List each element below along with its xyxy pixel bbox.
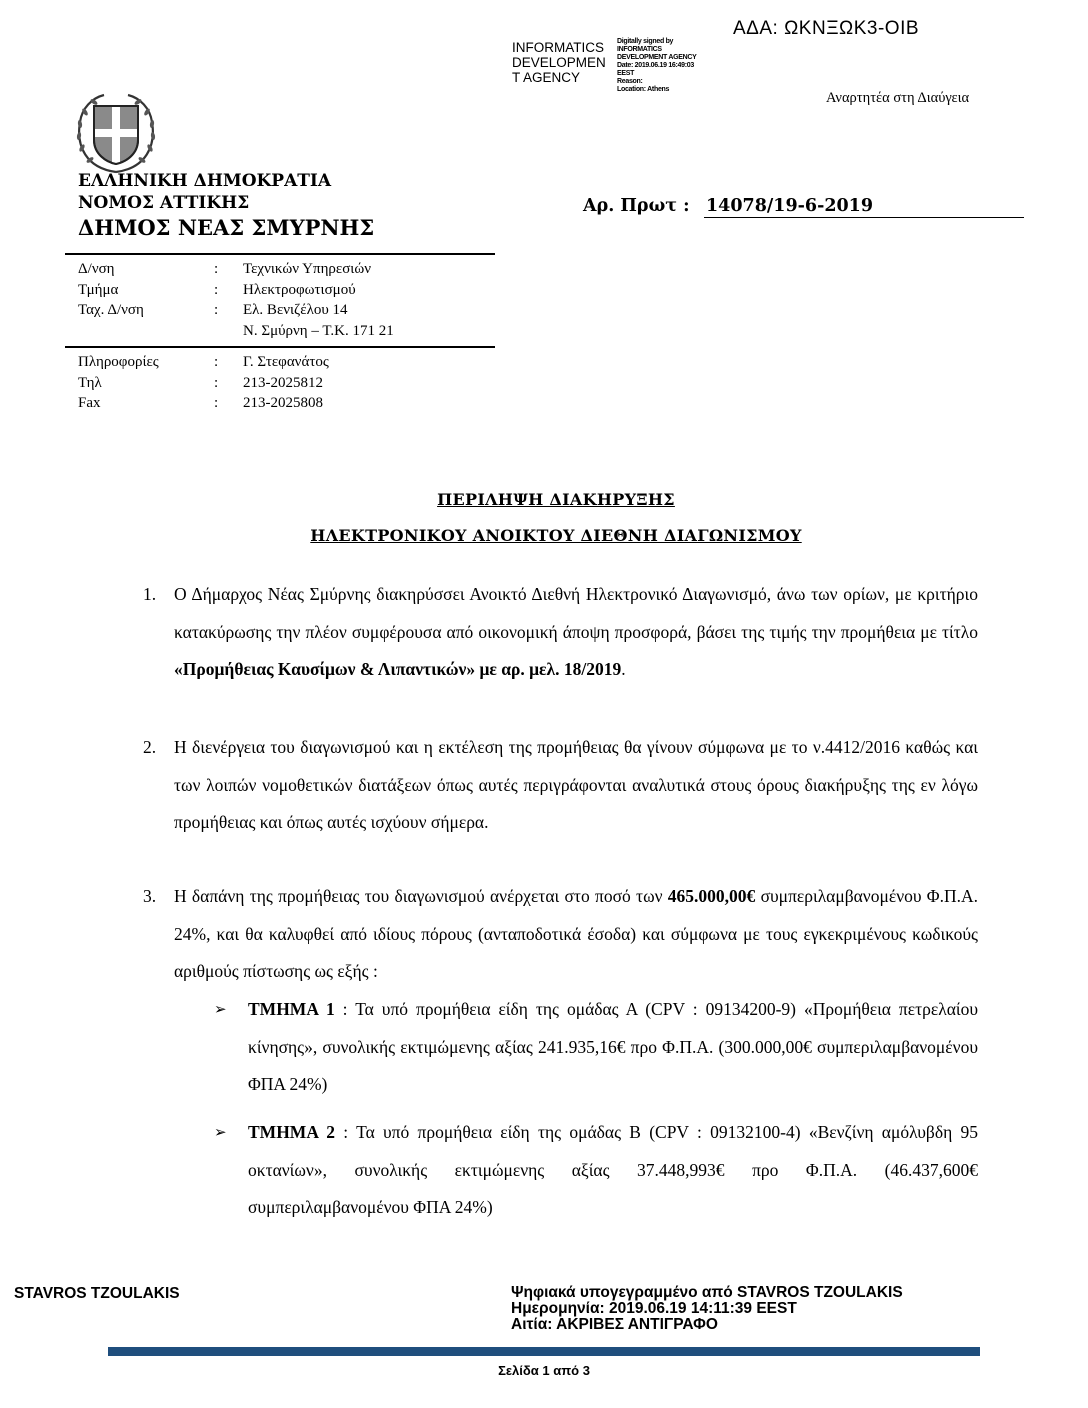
info-value: Ηλεκτροφωτισμού — [243, 281, 356, 298]
paragraph-text-run: Η δαπάνη της προμήθειας του διαγωνισμού ανέρχεται στο ποσό των — [174, 886, 668, 906]
info-label: Ταχ. Δ/νση — [78, 302, 144, 318]
info-value: Τεχνικών Υπηρεσιών — [243, 261, 371, 277]
document-subtitle: ΗΛΕΚΤΡΟΝΙΚΟΥ ΑΝΟΙΚΤΟΥ ΔΙΕΘΝΗ ΔΙΑΓΩΝΙΣΜΟΥ — [310, 526, 802, 545]
paragraph-text-run: . — [621, 659, 626, 679]
protocol-label: Αρ. Πρωτ : — [583, 196, 690, 216]
info-label: Δ/νση — [78, 261, 115, 277]
total-amount: 465.000,00€ — [667, 886, 756, 906]
issuer-header — [78, 170, 374, 242]
header-divider — [65, 346, 495, 348]
info-separator: : — [214, 281, 219, 298]
info-label: Πληροφορίες — [78, 354, 159, 370]
digital-signature-stamp — [617, 38, 697, 94]
paragraph-text — [174, 729, 978, 842]
info-label: Fax — [78, 395, 101, 411]
signature-line: Location: Athens — [617, 86, 670, 93]
lot-description: : Τα υπό προμήθεια είδη της ομάδας Α (CPV : 09134200-9) «Προμήθεια πετρελαίου κίνησης», συνολικής εκτιμώμενης αξίας 241.935,16€ προ Φ.Π.Α. (300.000,00€ συμπεριλαμβανομένου ΦΠΑ 24%) — [248, 999, 978, 1094]
protocol-underline — [704, 217, 1024, 218]
info-value: 213-2025812 — [243, 374, 323, 391]
info-value: Ελ. Βενιζέλου 14 — [243, 302, 348, 318]
posting-note: Αναρτητέα στη Διαύγεια — [826, 90, 970, 106]
lot-label: ΤΜΗΜΑ 1 — [248, 999, 335, 1019]
country-title: ΕΛΛΗΝΙΚΗ ΔΗΜΟΚΡΑΤΙΑ — [78, 171, 332, 191]
municipality-title: ΔΗΜΟΣ ΝΕΑΣ ΣΜΥΡΝΗΣ — [78, 215, 375, 240]
agency-line: INFORMATICS — [512, 40, 604, 55]
paragraph-number: 1. — [143, 584, 157, 604]
page-indicator: Σελίδα 1 από 3 — [498, 1363, 590, 1378]
info-separator: : — [214, 302, 219, 318]
tender-title: «Προμήθειας Καυσίμων & Λιπαντικών» με αρ. μελ. 18/2019 — [174, 659, 622, 679]
paragraph-text-run: Η διενέργεια του διαγωνισμού και η εκτέλεση της προμήθειας θα γίνουν σύμφωνα με το ν.4412/2016 καθώς και των λοιπών νομοθετικών διατάξεων όπως αυτές περιγράφονται αναλυτικά στους όρους διακήρυξης της εν λόγω προμήθειας και όπως αυτές ισχύουν σήμερα. — [174, 737, 978, 832]
paragraph-text-run: συμπεριλαμβανομένου Φ.Π.Α. 24%, και θα καλυφθεί από ιδίους πόρους (ανταποδοτικά έσοδα) και σύμφωνα με τους εγκεκριμένους κωδικούς αριθμούς πίστωσης ως εξής : — [174, 886, 978, 981]
arrow-bullet-icon: ➢ — [214, 1124, 227, 1141]
lot-item — [214, 991, 978, 1104]
lot-item — [214, 1114, 978, 1227]
paragraph-number: 2. — [143, 737, 157, 757]
signature-line: Digitally signed by — [617, 38, 674, 45]
info-value: 213-2025808 — [243, 395, 323, 411]
signature-line: Reason: — [617, 78, 643, 85]
paragraph-text — [174, 576, 978, 689]
numbered-paragraph — [143, 729, 978, 842]
info-label: Τμήμα — [78, 281, 119, 298]
signature-line: INFORMATICS — [617, 46, 662, 53]
info-separator: : — [214, 374, 219, 391]
lot-description: : Τα υπό προμήθεια είδη της ομάδας Β (CPV : 09132100-4) «Βενζίνη αμόλυβδη 95 οκτανίων», συνολικής εκτιμώμενης αξίας 37.448,993€ προ Φ.Π.Α. (46.437,600€ συμπεριλαμβανομένου ΦΠΑ 24%) — [248, 1122, 978, 1217]
lot-text — [248, 1114, 978, 1227]
signature-line: DEVELOPMENT AGENCY — [617, 54, 697, 61]
paragraph-text-run: Ο Δήμαρχος Νέας Σμύρνης διακηρύσσει Ανοικτό Διεθνή Ηλεκτρονικό Διαγωνισμό, άνω των ορίων, με κριτήριο κατακύρωσης την πλέον συμφέρουσα από οικονομική άποψη προσφορά, βάσει της τιμής την προμήθεια με τίτλο — [174, 584, 978, 642]
signer-name: STAVROS TZOULAKIS — [14, 1285, 180, 1302]
ada-code: ΑΔΑ: ΩΚΝΞΩΚ3-ΟΙΒ — [733, 18, 920, 39]
signature-line: Ημερομηνία: 2019.06.19 14:11:39 EEST — [511, 1300, 797, 1317]
agency-line: DEVELOPMEN — [512, 55, 606, 70]
arrow-bullet-icon: ➢ — [214, 1001, 227, 1018]
lot-label: ΤΜΗΜΑ 2 — [248, 1122, 336, 1142]
info-separator: : — [214, 395, 219, 411]
numbered-paragraph — [143, 576, 978, 689]
prefecture-title: ΝΟΜΟΣ ΑΤΤΙΚΗΣ — [78, 193, 250, 213]
info-value: Ν. Σμύρνη – Τ.Κ. 171 21 — [243, 322, 394, 339]
info-separator: : — [214, 261, 219, 277]
signature-line: Ψηφιακά υπογεγραμμένο από STAVROS TZOULAKIS — [511, 1284, 903, 1301]
lot-text — [248, 991, 978, 1104]
paragraph-number: 3. — [143, 886, 157, 906]
signing-agency-name — [512, 40, 606, 85]
agency-line: T AGENCY — [512, 70, 581, 85]
info-label: Τηλ — [78, 374, 102, 391]
info-value: Γ. Στεφανάτος — [243, 354, 329, 370]
protocol-value: 14078/19-6-2019 — [706, 196, 874, 216]
signature-line: Αιτία: ΑΚΡΙΒΕΣ ΑΝΤΙΓΡΑΦΟ — [511, 1316, 718, 1333]
footer-bar — [108, 1347, 980, 1356]
paragraph-text — [174, 878, 978, 991]
protocol-number — [583, 196, 874, 216]
greek-coat-of-arms-icon — [68, 88, 164, 178]
info-separator: : — [214, 354, 219, 370]
numbered-paragraph — [143, 878, 978, 991]
document-title: ΠΕΡΙΛΗΨΗ ΔΙΑΚΗΡΥΞΗΣ — [437, 490, 675, 509]
digital-signature-footer — [511, 1285, 903, 1333]
header-divider — [65, 253, 495, 255]
signature-line: Date: 2019.06.19 16:49:03 — [617, 62, 694, 69]
signature-line: EEST — [617, 70, 635, 77]
